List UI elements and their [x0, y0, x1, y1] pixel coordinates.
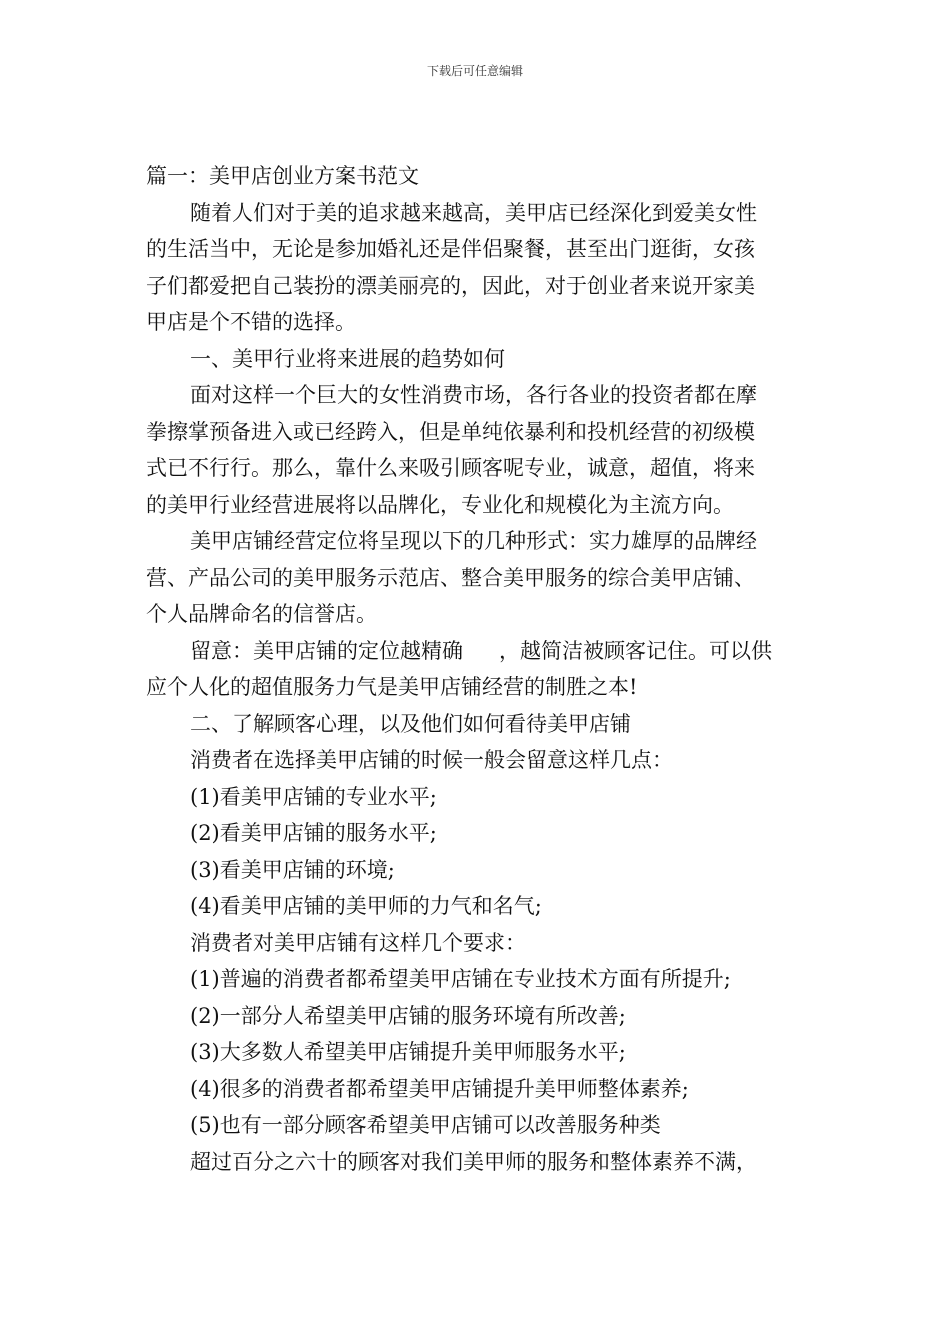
paragraph-line: 随着人们对于美的追求越来越高，美甲店已经深化到爱美女性 — [190, 200, 757, 225]
paragraph-line: 个人品牌命名的信誉店。 — [146, 602, 377, 626]
list-intro: 消费者对美甲店铺有这样几个要求： — [190, 930, 526, 955]
list-intro: 消费者在选择美甲店铺的时候一般会留意这样几点： — [190, 748, 673, 772]
page-header: 下载后可任意编辑 — [426, 64, 523, 78]
list-item: (1)普遍的消费者都希望美甲店铺在专业技术方面有所提升; — [190, 967, 731, 991]
document-title: 篇一：美甲店创业方案书范文 — [146, 164, 419, 188]
list-item: (3)大多数人希望美甲店铺提升美甲师服务水平; — [190, 1040, 626, 1064]
paragraph-line: 美甲店铺经营定位将呈现以下的几种形式：实力雄厚的品牌经 — [190, 529, 757, 553]
paragraph-line: 甲店是个不错的选择。 — [146, 310, 356, 334]
paragraph-line: 超过百分之六十的顾客对我们美甲师的服务和整体素养不满， — [190, 1149, 757, 1174]
paragraph-line: 应个人化的超值服务力气是美甲店铺经营的制胜之本! — [146, 675, 638, 699]
list-item: (4)很多的消费者都希望美甲店铺提升美甲师整体素养; — [190, 1076, 689, 1101]
paragraph-line: 面对这样一个巨大的女性消费市场，各行各业的投资者都在摩 — [190, 383, 757, 407]
paragraph-line: 营、产品公司的美甲服务示范店、整合美甲服务的综合美甲店铺、 — [146, 565, 755, 590]
note-text-part1: 留意：美甲店铺的定位越精确 — [190, 638, 463, 663]
document-body — [146, 158, 808, 1180]
paragraph-line: 的美甲行业经营进展将以品牌化，专业化和规模化为主流方向。 — [146, 492, 734, 517]
paragraph-line: 子们都爱把自己装扮的漂美丽亮的，因此，对于创业者来说开家美 — [146, 273, 755, 298]
paragraph-line: 式已不行行。那么，靠什么来吸引顾客呢专业，诚意，超值，将来 — [146, 456, 755, 480]
section-heading: 二、了解顾客心理，以及他们如何看待美甲店铺 — [190, 711, 631, 736]
section-heading: 一、美甲行业将来进展的趋势如何 — [190, 346, 505, 371]
paragraph-line: 拳擦掌预备进入或已经跨入，但是单纯依暴利和投机经营的初级模 — [146, 419, 755, 444]
list-item: (1)看美甲店铺的专业水平; — [190, 784, 437, 809]
list-item: (5)也有一部分顾客希望美甲店铺可以改善服务种类 — [190, 1113, 661, 1137]
paragraph-line — [146, 633, 808, 670]
list-item: (3)看美甲店铺的环境; — [190, 857, 395, 882]
list-item: (2)看美甲店铺的服务水平; — [190, 821, 437, 845]
list-item: (2)一部分人希望美甲店铺的服务环境有所改善; — [190, 1003, 626, 1028]
paragraph-line: 的生活当中，无论是参加婚礼还是伴侣聚餐，甚至出门逛街，女孩 — [146, 237, 755, 261]
list-item: (4)看美甲店铺的美甲师的力气和名气; — [190, 894, 542, 918]
note-text-part2: ，越简洁被顾客记住。可以供 — [499, 638, 772, 663]
